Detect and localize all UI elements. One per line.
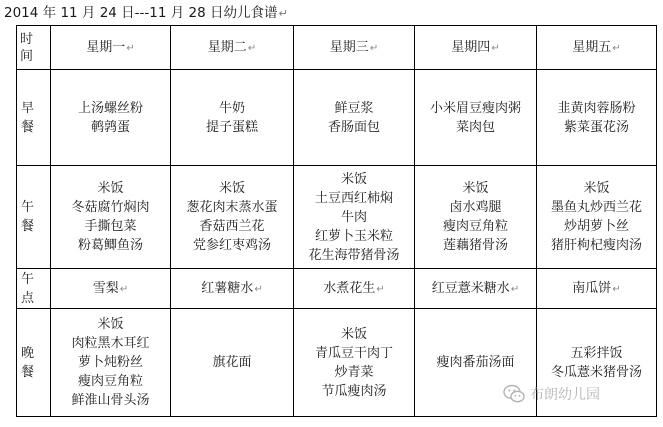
- meal-label: 午 点: [17, 269, 51, 309]
- menu-cell: 红薯糖水↵: [171, 269, 294, 309]
- menu-table: [16, 25, 657, 417]
- menu-cell: 红豆薏米糖水↵: [415, 269, 537, 309]
- menu-cell: 米饭 冬菇腐竹焖肉 手撕包菜 粉葛鲫鱼汤: [51, 166, 171, 269]
- day-header: 星期五↵: [537, 26, 657, 70]
- meal-row: [17, 269, 657, 309]
- header-row: [17, 26, 657, 70]
- watermark: [503, 384, 600, 404]
- menu-cell: 韭黄肉蓉肠粉 紫菜蛋花汤: [537, 70, 657, 166]
- menu-cell: 米饭 葱花肉末蒸水蛋 香菇西兰花 党参红枣鸡汤: [171, 166, 294, 269]
- corner-label: 时: [20, 31, 34, 47]
- menu-cell: 小米眉豆瘦肉粥 菜肉包: [415, 70, 537, 166]
- menu-cell: 鲜豆浆 香肠面包: [294, 70, 415, 166]
- corner-label: 间: [20, 48, 34, 64]
- menu-cell: 瘦肉番茄汤面: [415, 309, 537, 417]
- meal-label: 晚 餐: [17, 309, 51, 417]
- menu-cell: 上汤螺丝粉 鹌鹑蛋: [51, 70, 171, 166]
- meal-row: [17, 166, 657, 269]
- menu-cell: 米饭 土豆西红柿焖牛肉 红萝卜玉米粒 花生海带猪骨汤: [294, 166, 415, 269]
- menu-cell: 雪梨↵: [51, 269, 171, 309]
- wechat-icon: [503, 384, 525, 404]
- meal-row: [17, 70, 657, 166]
- menu-cell: 米饭 肉粒黑木耳红萝卜炖粉丝 瘦肉豆角粒 鲜淮山骨头汤: [51, 309, 171, 417]
- menu-cell: 水煮花生↵: [294, 269, 415, 309]
- meal-label: 午 餐: [17, 166, 51, 269]
- menu-cell: 米饭 卤水鸡腿 瘦肉豆角粒 莲藕猪骨汤: [415, 166, 537, 269]
- day-header: 星期一↵: [51, 26, 171, 70]
- day-header: 星期二↵: [171, 26, 294, 70]
- day-header: 星期四↵: [415, 26, 537, 70]
- meal-label: 早 餐: [17, 70, 51, 166]
- menu-cell: 旗花面: [171, 309, 294, 417]
- watermark-text: 布朗幼儿园: [530, 387, 600, 403]
- menu-cell: 米饭 青瓜豆干肉丁 炒青菜 节瓜瘦肉汤: [294, 309, 415, 417]
- menu-cell: 南瓜饼↵: [537, 269, 657, 309]
- menu-cell: 米饭 墨鱼丸炒西兰花 炒胡萝卜丝 猪肝枸杞瘦肉汤: [537, 166, 657, 269]
- menu-cell: 五彩拌饭 冬瓜薏米猪骨汤: [537, 309, 657, 417]
- day-header: 星期三↵: [294, 26, 415, 70]
- corner-cell: [17, 26, 51, 70]
- page-title: 2014 年 11 月 24 日---11 月 28 日幼儿食谱↵: [4, 5, 288, 21]
- menu-cell: 牛奶 提子蛋糕: [171, 70, 294, 166]
